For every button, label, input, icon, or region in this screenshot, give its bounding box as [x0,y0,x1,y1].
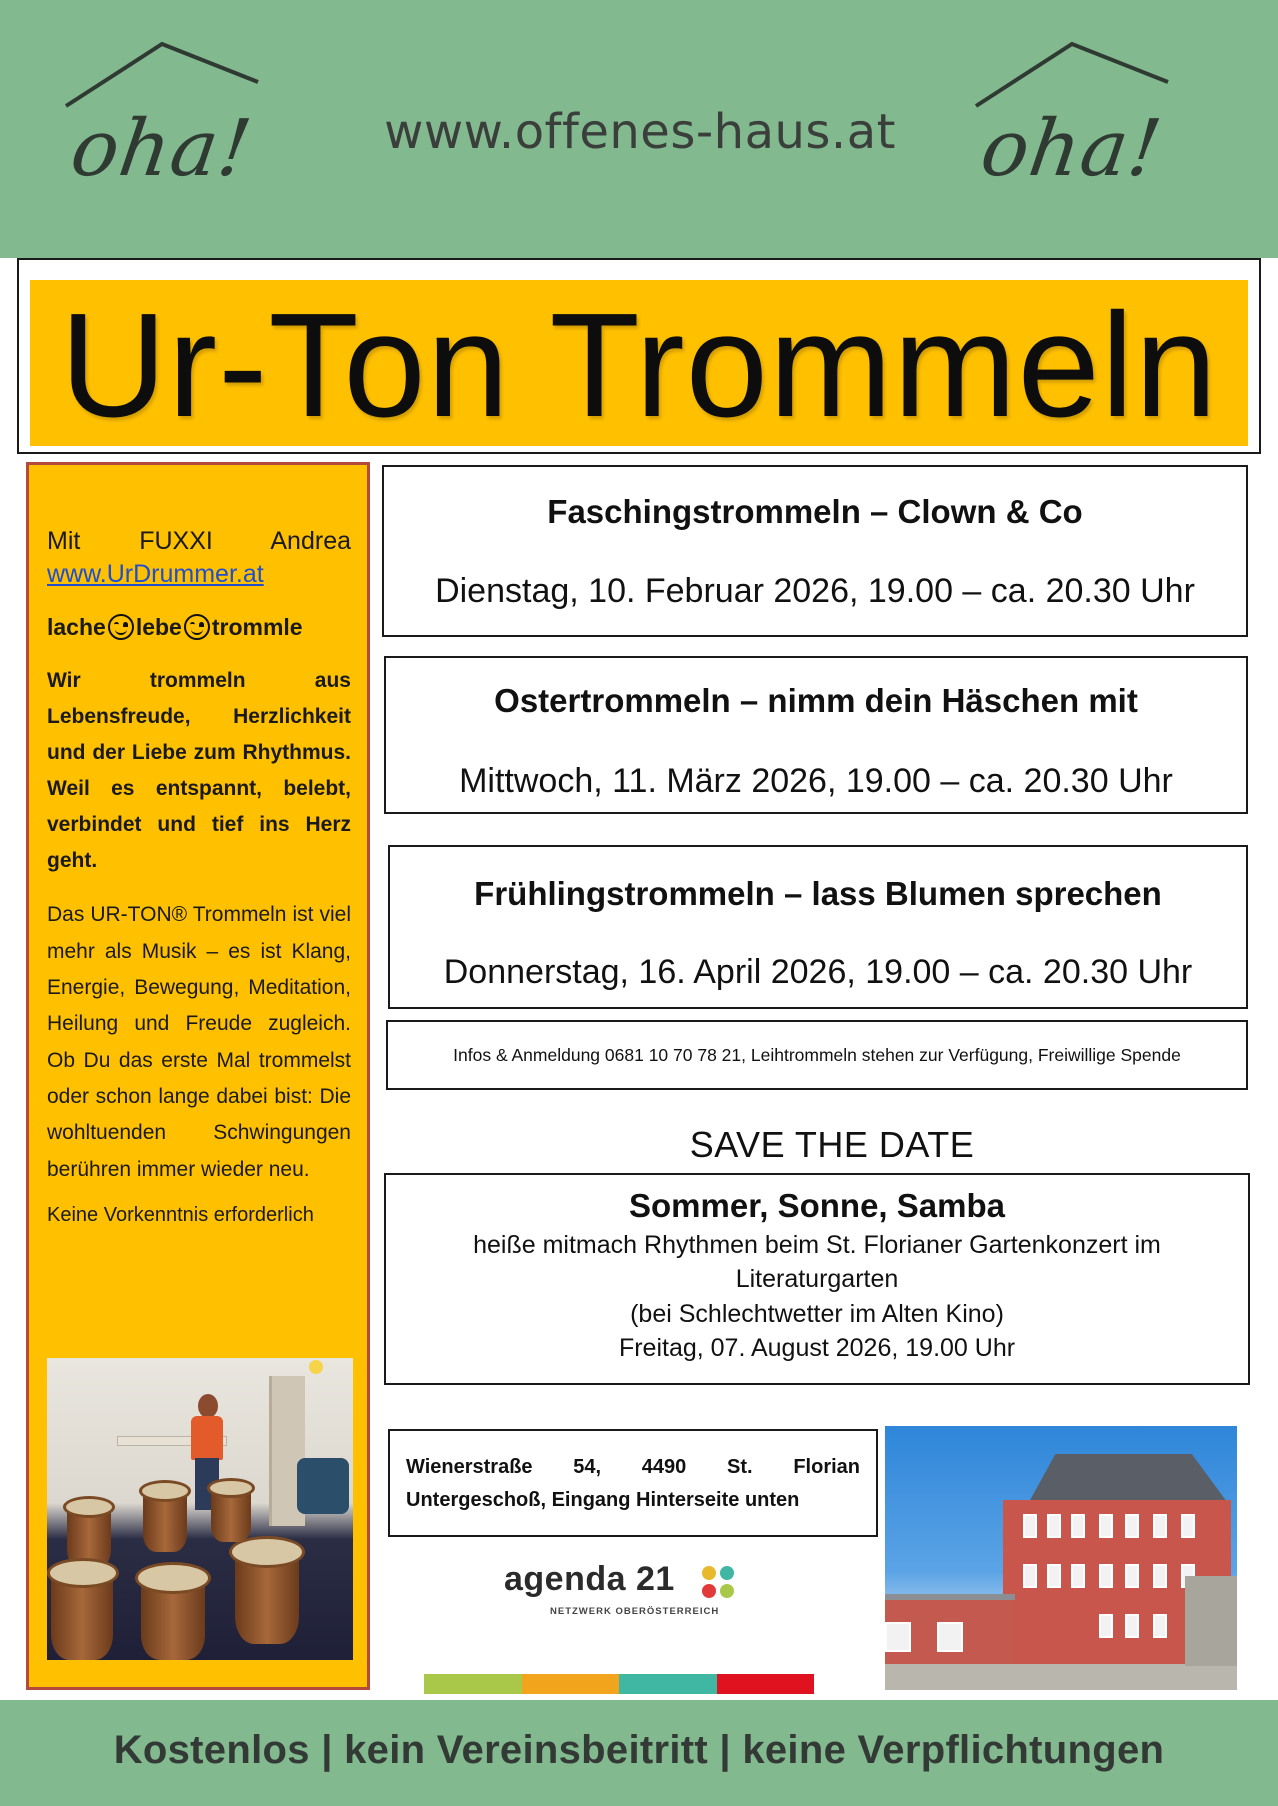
drum [63,1496,115,1518]
sidebar-note: Keine Vorkenntnis erforderlich [47,1204,314,1227]
building-window [1153,1514,1167,1538]
drum [207,1478,255,1498]
drum [135,1562,211,1594]
logo-text: oha! [975,104,1168,194]
address-line: Wienerstraße 54, 4490 St. Florian [406,1456,860,1478]
page-title: Ur-Ton Trommeln [59,283,1219,448]
footer-banner [0,1700,1278,1806]
stripe-segment [522,1674,620,1694]
sidebar-panel [26,462,370,1690]
summer-line: Freitag, 07. August 2026, 19.00 Uhr [618,1334,1016,1363]
building-window [1047,1514,1061,1538]
info-text: Infos & Anmeldung 0681 10 70 78 21, Leihtrommeln stehen zur Verfügung, Freiwillige Spende [453,1044,1181,1065]
drum [51,1576,113,1660]
building-window [1047,1564,1061,1588]
sidebar-content [47,523,351,1227]
urdrummer-link[interactable]: www.UrDrummer.at [47,559,264,588]
agenda-dots-icon [702,1566,736,1600]
address-line: Untergeschoß, Eingang Hinterseite unten [406,1489,800,1511]
event-title: Frühlingstrommeln – lass Blumen sprechen [474,875,1162,912]
building-window [1071,1514,1085,1538]
event-box-fasching [382,465,1248,637]
footer-text: Kostenlos | kein Vereinsbeitritt | keine Verpflichtungen [113,1728,1165,1772]
building-window [1099,1514,1113,1538]
building-window [1125,1564,1139,1588]
event-title: Ostertrommeln – nimm dein Häschen mit [494,682,1138,719]
tagline-word: trommle [211,613,303,640]
stripe-segment [619,1674,717,1694]
summer-title: Sommer, Sonne, Samba [629,1187,1005,1224]
agenda-name: agenda 21 [504,1560,675,1598]
drumming-photo [47,1358,353,1660]
tagline [47,614,351,641]
site-url[interactable]: www.offenes-haus.at [384,104,896,160]
oha-logo [62,38,302,208]
oha-logo [972,38,1212,208]
tagline-word: lache [47,613,106,640]
building-roof [1007,1454,1227,1502]
building-tree [1185,1576,1237,1666]
building-window [1125,1614,1139,1638]
summer-line: heiße mitmach Rhythmen beim St. Florianer Gartenkonzert im [473,1230,1161,1259]
photo-bag [297,1458,349,1514]
building-window [1153,1614,1167,1638]
smiley-sticker [309,1360,323,1374]
sidebar-intro: Mit FUXXI Andrea [47,527,351,555]
summer-line: Literaturgarten [735,1265,899,1294]
building-photo [885,1426,1237,1690]
address-box [388,1429,878,1537]
building-window [1099,1564,1113,1588]
building-window [1071,1564,1085,1588]
event-box-fruehling [388,845,1248,1009]
building-window [1099,1614,1113,1638]
smiley-icon [184,614,210,640]
event-box-ostern [384,656,1248,814]
building-window [1023,1564,1037,1588]
drum [139,1480,191,1502]
summer-line: (bei Schlechtwetter im Alten Kino) [630,1299,1004,1328]
building-window [1153,1564,1167,1588]
event-date: Donnerstag, 16. April 2026, 19.00 – ca. 20.30 Uhr [443,953,1193,991]
event-date: Dienstag, 10. Februar 2026, 19.00 – ca. 20.30 Uhr [435,572,1195,610]
tagline-word: lebe [135,613,182,640]
event-date: Mittwoch, 11. März 2026, 19.00 – ca. 20.30 Uhr [459,762,1173,800]
logo-text: oha! [65,104,258,194]
building-window [1125,1514,1139,1538]
summer-event-box [384,1173,1250,1385]
building-window [1023,1514,1037,1538]
color-stripe [424,1674,814,1694]
agenda-subtitle: NETZWERK OBERÖSTERREICH [550,1606,720,1617]
event-title: Faschingstrommeln – Clown & Co [547,493,1083,530]
smiley-icon [108,614,134,640]
building-ground [885,1664,1237,1690]
agenda21-logo [504,1560,744,1620]
stripe-segment [717,1674,815,1694]
drum [47,1558,119,1588]
save-the-date-heading: SAVE THE DATE [689,1124,975,1165]
header-banner [0,0,1278,258]
building-window [1181,1514,1195,1538]
info-box [386,1020,1248,1090]
sidebar-body-text: Das UR-TON® Trommeln ist viel mehr als Musik – es ist Klang, Energie, Bewegung, Meditation, Heilung und Freude zugleich. Ob Du das erste Mal trommelst oder schon lange dabei bist: Die wohltuenden Schwingungen berühren immer wieder neu. [47,903,351,1181]
sidebar-bold-text: Wir trommeln aus Lebensfreude, Herzlichkeit und der Liebe zum Rhythmus. Weil es entspannt, belebt, verbindet und tief ins Herz geht. [47,668,351,873]
building-window [937,1622,963,1652]
stripe-segment [424,1674,522,1694]
building-window [885,1622,911,1652]
